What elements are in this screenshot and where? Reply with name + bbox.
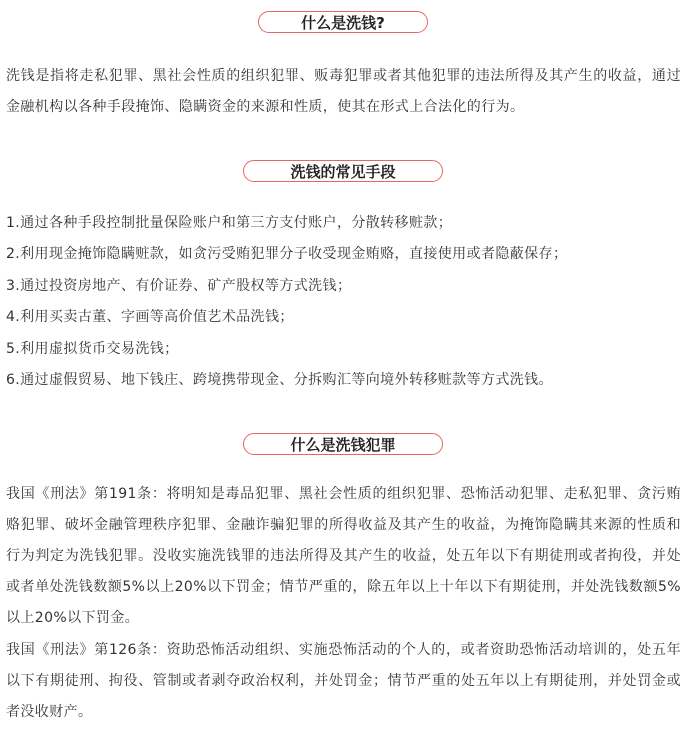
heading-text: 洗钱的常见手段	[290, 162, 396, 181]
list-item: 4.利用买卖古董、字画等高价值艺术品洗钱；	[6, 309, 294, 326]
definition-paragraph: 洗钱是指将走私犯罪、黑社会性质的组织犯罪、贩毒犯罪或者其他犯罪的违法所得及其产生的收益，通过金融机构以各种手段掩饰、隐瞒资金的来源和性质，使其在形式上合法化的行为。	[6, 68, 681, 115]
section-heading-money-laundering-crime	[0, 430, 685, 460]
list-item: 3.通过投资房地产、有价证券、矿产股权等方式洗钱；	[6, 277, 352, 294]
list-item: 2.利用现金掩饰隐瞒赃款，如贪污受贿犯罪分子收受现金贿赂，直接使用或者隐蔽保存；	[6, 246, 568, 263]
criminal-law-article-191: 我国《刑法》第191条：将明知是毒品犯罪、黑社会性质的组织犯罪、恐怖活动犯罪、走私犯罪、贪污贿赂犯罪、破坏金融管理秩序犯罪、金融诈骗犯罪的所得收益及其产生的收益，为掩饰隐瞒其来源的性质和行为判定为洗钱犯罪。没收实施洗钱罪的违法所得及其产生的收益，处五年以下有期徒刑或者拘役，并处或者单处洗钱数额5%以上20%以下罚金；情节严重的，除五年以上十年以下有期徒刑，并处洗钱数额5%以上20%以下罚金。	[6, 486, 681, 626]
heading-pill	[258, 11, 428, 33]
list-item: 6.通过虚假贸易、地下钱庄、跨境携带现金、分拆购汇等向境外转移赃款等方式洗钱。	[6, 372, 553, 389]
section-heading-what-is-money-laundering	[0, 8, 685, 38]
heading-pill	[243, 160, 443, 182]
criminal-law-article-126: 我国《刑法》第126条：资助恐怖活动组织、实施恐怖活动的个人的，或者资助恐怖活动培训的，处五年以下有期徒刑、拘役、管制或者剥夺政治权利，并处罚金；情节严重的处五年以上有期徒刑，并处罚金或者没收财产。	[6, 642, 681, 720]
list-item: 1.通过各种手段控制批量保险账户和第三方支付账户，分散转移赃款；	[6, 215, 453, 231]
section-heading-common-methods	[0, 157, 685, 187]
list-item: 5.利用虚拟货币交易洗钱；	[6, 340, 179, 357]
heading-text: 什么是洗钱?	[301, 13, 385, 32]
heading-pill	[243, 433, 443, 455]
methods-list	[6, 208, 681, 396]
heading-text: 什么是洗钱犯罪	[290, 435, 396, 454]
